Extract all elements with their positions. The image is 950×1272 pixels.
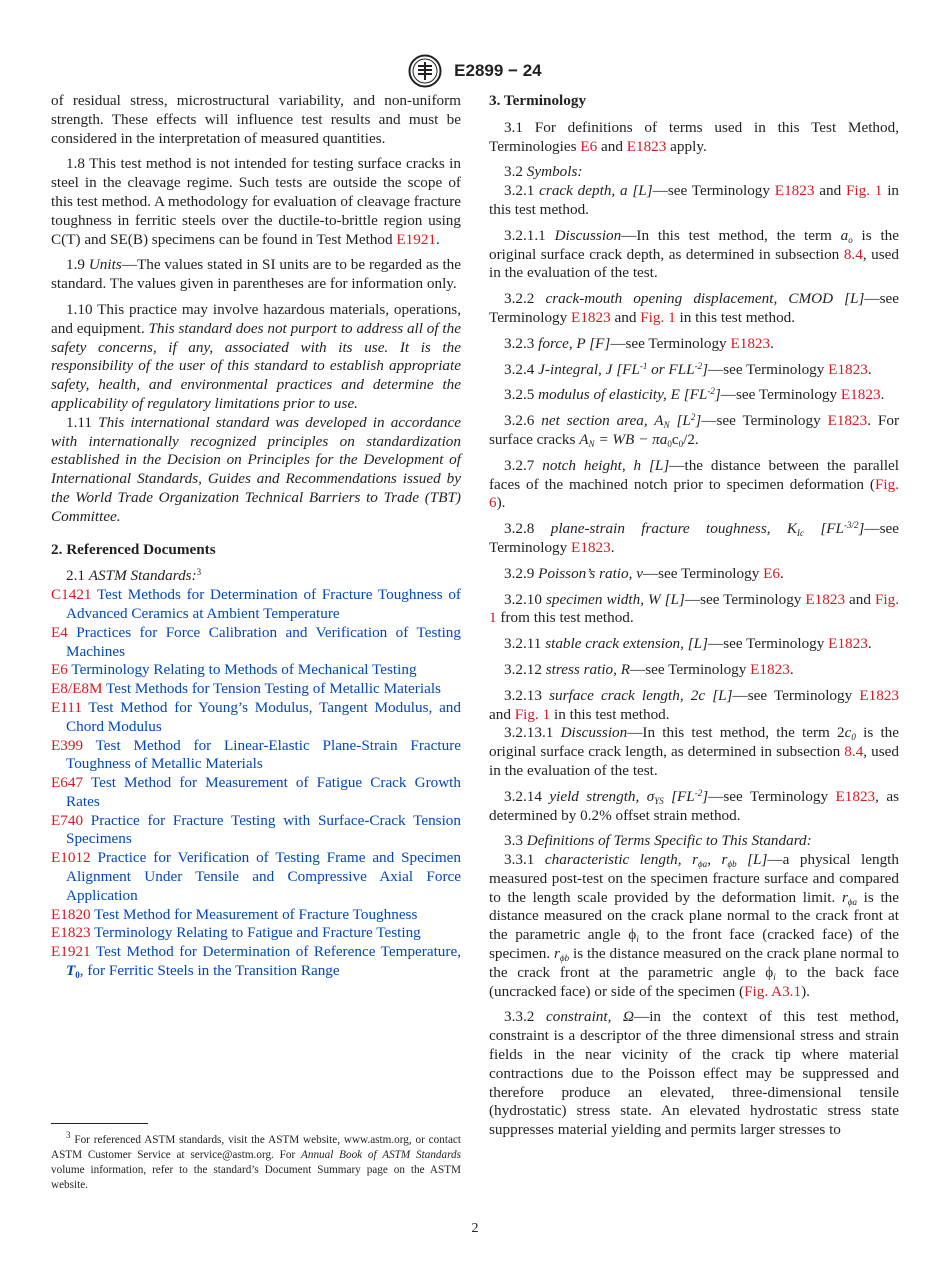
paragraph-3-2-6: 3.2.6 net section area, $A_N$ $[L^2]—see$ Terminology E1823. For surface cracks $A_N$ = WB − $\pi a_0c_0/2$.	[489, 412, 899, 449]
link-fig-1[interactable]: Fig. 1	[640, 308, 676, 326]
paragraph-3-2: 3.2 Symbols:	[504, 163, 583, 181]
paragraph-3-3: 3.3 Definitions of Terms Specific to This Standard:	[504, 832, 812, 850]
link-fig-a3-1[interactable]: Fig. A3.1	[744, 982, 802, 1000]
ref-item[interactable]: E1012 Practice for Verification of Testing Frame and Specimen Alignment Under Tensile and Compressive Axial Force Application	[51, 849, 461, 904]
ref-item[interactable]: E740 Practice for Fracture Testing with Surface-Crack Tension Specimens	[51, 811, 461, 848]
footnote-divider	[51, 1123, 148, 1124]
link-e1823[interactable]: E1823	[828, 360, 868, 378]
paragraph-3-2-8: 3.2.8 plane-strain fracture toughness, $K_{Ic}$ $[FL^{-3/2}]—see$ Terminology E1823.	[489, 520, 899, 556]
paragraph-3-2-13: 3.2.13 surface crack length, 2c [L]—see Terminology E1823 and Fig. 1 in this test method.	[489, 686, 900, 723]
page-header	[0, 54, 950, 88]
paragraph-3-2-3: 3.2.3 force, P [F]—see Terminology E1823.	[504, 334, 774, 352]
link-e1823[interactable]: E1823	[730, 334, 771, 352]
paragraph-3-2-10: 3.2.10 specimen width, W [L]—see Terminology E1823 and Fig. 1 from this test method.	[489, 590, 899, 627]
link-fig-1[interactable]: Fig. 1	[489, 590, 899, 627]
section-3-heading: 3. Terminology	[489, 92, 587, 109]
paragraph-3-2-2: 3.2.2 crack-mouth opening displacement, CMOD [L]—see Terminology E1823 and Fig. 1 in this test method.	[489, 290, 899, 326]
ref-item[interactable]: E1823 Terminology Relating to Fatigue and Fracture Testing	[51, 924, 421, 942]
referenced-standards-list	[51, 586, 461, 981]
paragraph-3-2-9: 3.2.9 Poisson’s ratio, ν—see Terminology E6.	[504, 564, 784, 582]
ref-item[interactable]: E111 Test Method for Young’s Modulus, Tangent Modulus, and Chord Modulus	[51, 698, 461, 735]
ref-item[interactable]: E8/E8M Test Methods for Tension Testing of Metallic Materials	[51, 680, 441, 698]
link-e1823[interactable]: E1823	[571, 308, 611, 326]
right-column	[489, 92, 899, 1147]
paragraph-3-2-11: 3.2.11 stable crack extension, [L]—see Terminology E1823.	[504, 635, 872, 653]
link-e1823[interactable]: E1823	[828, 635, 868, 653]
link-fig-1[interactable]: Fig. 1	[845, 182, 883, 200]
paragraph-3-2-7: 3.2.7 notch height, h [L]—the distance between the parallel faces of the machined notch prior to specimen deformation (Fig. 6).	[489, 456, 899, 512]
link-e1823[interactable]: E1823	[859, 686, 900, 704]
link-8-4[interactable]: 8.4	[843, 245, 863, 263]
paragraph-2-1: 2.1 ASTM Standards:$^3$	[66, 567, 202, 585]
link-e1823[interactable]: E1823	[827, 412, 868, 430]
section-2-heading: 2. Referenced Documents	[51, 540, 216, 558]
paragraph-3-2-14: 3.2.14 yield strength, $\sigma_{YS}$ $[FL^{-2}]—see$ Terminology E1823, as determined by 0.2% offset strain method.	[489, 787, 899, 824]
paragraph-3-2-12: 3.2.12 stress ratio, R—see Terminology E1823.	[504, 660, 794, 678]
paragraph-continued: of residual stress, microstructural variability, and non-uniform strength. These effects will influence test results and must be considered in the interpretation of measured quantities.	[51, 92, 461, 147]
astm-logo	[408, 54, 442, 88]
link-e6[interactable]: E6	[763, 564, 780, 582]
paragraph-1-11: 1.11 This international standard was developed in accordance with internationally recognized principles on standardization established in the Decision on Principles for the Development of International Standards, Guides and Recommendations issued by the World Trade Organization Technical Barriers to Trade (TBT) Committee.	[51, 413, 461, 525]
page-number: 2	[471, 1221, 479, 1236]
ref-item-e1921[interactable]: E1921 Test Method for Determination of Reference Temperature, $T_0$, for Ferritic Steels in the Transition Range	[51, 943, 461, 981]
paragraph-3-2-5: 3.2.5 modulus of elasticity, E $[FL^{-2}]—see$ Terminology E1823.	[504, 386, 885, 404]
link-e1823[interactable]: E1823	[805, 590, 846, 608]
paragraph-3-2-4: 3.2.4 J-integral, J [$FL^{-1}$ or $FLL^{-2}]—see$ Terminology E1823.	[504, 360, 872, 378]
paragraph-1-9: 1.9 Units—The values stated in SI units are to be regarded as the standard. The values given in parentheses are for information only.	[51, 256, 462, 293]
paragraph-3-2-1: 3.2.1 crack depth, a [L]—see Terminology E1823 and Fig. 1 in this test method.	[489, 182, 900, 218]
footnote-3: $^3$ For referenced ASTM standards, visit the ASTM website, www.astm.org, or contact ASTM Customer Service at service@astm.org. For Annual Book of ASTM Standards volume information, refer to the standard’s Document Summary page on the ASTM website.	[51, 1130, 461, 1191]
paragraph-3-2-13-1: 3.2.13.1 Discussion—In this test method, the term $2c_0$ is the original surface crack length, as determined in subsection 8.4, used in the evaluation of the test.	[489, 724, 900, 779]
paragraph-1-8: 1.8 This test method is not intended for testing surface cracks in steel in the cleavage regime. Such tests are outside the scope of this test method. A methodology for evaluation of cleavage fracture toughness in ferritic steels over the ductile-to-brittle region using C(T) and SE(B) specimens can be found in Test Method E1921.	[51, 155, 461, 248]
link-e1823[interactable]: E1823	[750, 660, 790, 678]
paragraph-3-3-2: 3.3.2 constraint, Ω—in the context of this test method, constraint is a descriptor of the three dimensional stress and strain fields in the near vicinity of the crack tip where material contractions due to the Poisson effect may be suppressed and therefore produce an elevated, three-dimensional tensile (hydrostatic) stress state. An elevated hydrostatic stress state suppresses material yielding and permits larger stresses to	[489, 1008, 899, 1139]
ref-item[interactable]: E1820 Test Method for Measurement of Fracture Toughness	[51, 905, 418, 923]
link-fig-6[interactable]: Fig. 6	[489, 475, 899, 512]
standard-designation: E2899 − 24	[454, 60, 542, 80]
ref-item[interactable]: E6 Terminology Relating to Methods of Mechanical Testing	[51, 661, 417, 679]
link-e1823[interactable]: E1823	[835, 787, 876, 805]
paragraph-3-2-1-1: 3.2.1.1 Discussion—In this test method, the term $a_o$ is the original surface crack depth, as determined in subsection 8.4, used in the evaluation of the test.	[489, 226, 900, 282]
link-e1921[interactable]: E1921	[396, 230, 437, 248]
paragraph-3-1: 3.1 For definitions of terms used in this Test Method, Terminologies E6 and E1823 apply.	[489, 118, 899, 155]
paragraph-1-10: 1.10 This practice may involve hazardous materials, operations, and equipment. This standard does not purport to address all of the safety concerns, if any, associated with its use. It is the responsibility of the user of this standard to establish appropriate safety, health, and environmental practices and determine the applicability of regulatory limitations prior to use.	[51, 300, 461, 412]
ref-item[interactable]: E647 Test Method for Measurement of Fatigue Crack Growth Rates	[51, 774, 461, 810]
left-column	[51, 92, 461, 981]
ref-item[interactable]: E399 Test Method for Linear-Elastic Plane-Strain Fracture Toughness of Metallic Materials	[51, 736, 461, 773]
ref-item[interactable]: C1421 Test Methods for Determination of Fracture Toughness of Advanced Ceramics at Ambient Temperature	[51, 586, 461, 622]
link-e1823[interactable]: E1823	[840, 386, 881, 404]
paragraph-3-3-1: 3.3.1 characteristic length, $r_{\phi a}$, $r_{\phi b}$ [L]—a physical length measured post-test on the specimen fracture surface and compared to the length scale provided by the deformation limit. $r_{\phi a}$ is the distance measured on the crack plane normal to the crack front at the parametric angle $\phi_i$ to the front face (cracked face) of the specimen. $r_{\phi b}$ is the distance measured on the crack plane normal to the crack front at the parametric angle $\phi_i$ to the back face (uncracked face) or side of the specimen (Fig. A3.1).	[489, 851, 900, 1000]
link-8-4[interactable]: 8.4	[844, 743, 864, 761]
link-e1823[interactable]: E1823	[571, 538, 611, 556]
link-fig-1[interactable]: Fig. 1	[514, 705, 551, 723]
link-e1823[interactable]: E1823	[774, 182, 815, 200]
link-e1823[interactable]: E1823	[626, 137, 667, 155]
ref-item[interactable]: E4 Practices for Force Calibration and Verification of Testing Machines	[51, 623, 461, 660]
link-e6[interactable]: E6	[580, 137, 598, 155]
